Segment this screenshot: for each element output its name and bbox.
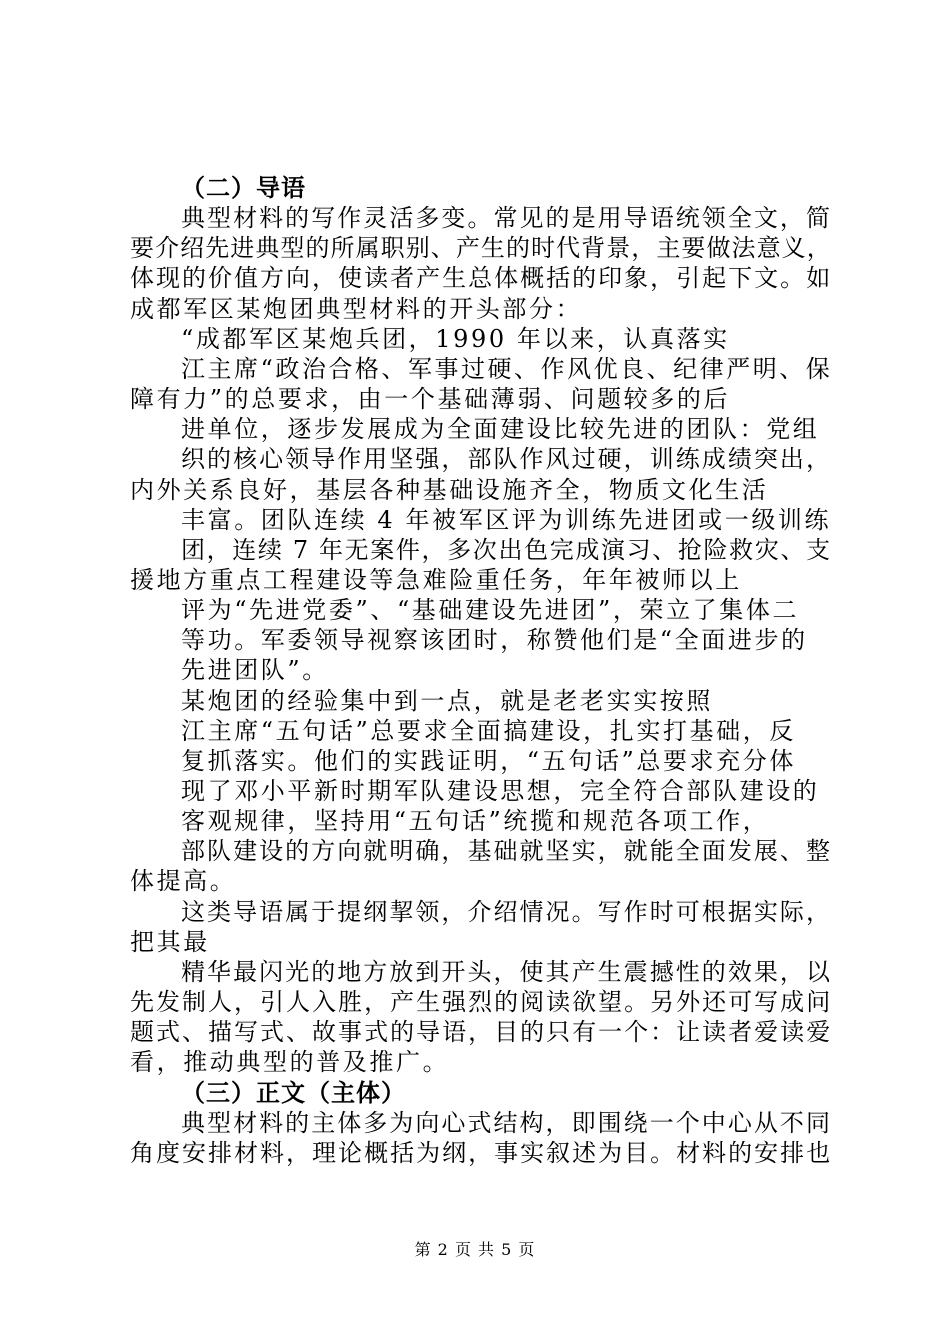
- paragraph-line: 复抓落实。他们的实践证明，“五句话”总要求充分体: [181, 746, 796, 775]
- section-heading: （三）正文（主体）: [181, 1078, 406, 1107]
- paragraph-line: 看，推动典型的普及推广。: [130, 1048, 450, 1077]
- paragraph-line: 援地方重点工程建设等急难险重任务，年年被师以上: [130, 565, 742, 594]
- paragraph-line: 江主席“五句话”总要求全面搞建设，扎实打基础，反: [181, 716, 796, 745]
- paragraph-line: 角度安排材料，理论概括为纲，事实叙述为目。材料的安排也: [130, 1138, 833, 1167]
- paragraph-line: 精华最闪光的地方放到开头，使其产生震撼性的效果，以: [181, 957, 832, 986]
- paragraph-line: 等功。军委领导视察该团时，称赞他们是“全面进步的: [181, 626, 808, 655]
- paragraph-line: 部队建设的方向就明确，基础就坚实，就能全面发展、整: [181, 837, 832, 866]
- paragraph-line: 成都军区某炮团典型材料的开头部分：: [130, 294, 583, 323]
- paragraph-line: 客观规律，坚持用“五句话”统揽和规范各项工作，: [181, 807, 770, 836]
- paragraph-line: “成都军区某炮兵团，1990 年以来，认真落实: [181, 324, 730, 353]
- paragraph-line: 织的核心领导作用坚强，部队作风过硬，训练成绩突出，: [181, 445, 832, 474]
- paragraph-line: 体现的价值方向，使读者产生总体概括的印象，引起下文。如: [130, 264, 833, 293]
- section-heading: （二）导语: [181, 174, 306, 202]
- paragraph-line: 障有力”的总要求，由一个基础薄弱、问题较多的后: [130, 385, 731, 414]
- paragraph-line: 某炮团的经验集中到一点，就是老老实实按照: [181, 686, 713, 715]
- paragraph-line: 典型材料的写作灵活多变。常见的是用导语统领全文，简: [181, 204, 832, 233]
- paragraph-line: 先进团队”。: [181, 656, 329, 685]
- paragraph-line: 典型材料的主体多为向心式结构，即围绕一个中心从不同: [181, 1108, 832, 1137]
- paragraph-line: 把其最: [130, 927, 210, 956]
- paragraph-line: 江主席“政治合格、军事过硬、作风优良、纪律严明、保: [181, 354, 833, 383]
- paragraph-line: 内外关系良好，基层各种基础设施齐全，物质文化生活: [130, 475, 769, 504]
- paragraph-line: 体提高。: [130, 867, 237, 896]
- paragraph-line: 现了邓小平新时期军队建设思想，完全符合部队建设的: [181, 777, 820, 805]
- paragraph-line: 评为“先进党委”、“基础建设先进团”，荣立了集体二: [181, 596, 800, 625]
- paragraph-line: 要介绍先进典型的所属职别、产生的时代背景，主要做法意义，: [130, 234, 832, 263]
- paragraph-line: 进单位，逐步发展成为全面建设比较先进的团队：党组: [181, 415, 820, 444]
- paragraph-line: 团，连续 7 年无案件，多次出色完成演习、抢险救灾、支: [181, 535, 832, 564]
- page-footer: 第 2 页 共 5 页: [414, 1240, 536, 1259]
- paragraph-line: 题式、描写式、故事式的导语，目的只有一个：让读者爱读爱: [130, 1018, 833, 1047]
- paragraph-line: 先发制人，引人入胜，产生强烈的阅读欲望。另外还可写成问: [130, 988, 833, 1017]
- paragraph-line: 这类导语属于提纲挈领，介绍情况。写作时可根据实际，: [181, 897, 832, 926]
- paragraph-line: 丰富。团队连续 4 年被军区评为训练先进团或一级训练: [181, 505, 832, 534]
